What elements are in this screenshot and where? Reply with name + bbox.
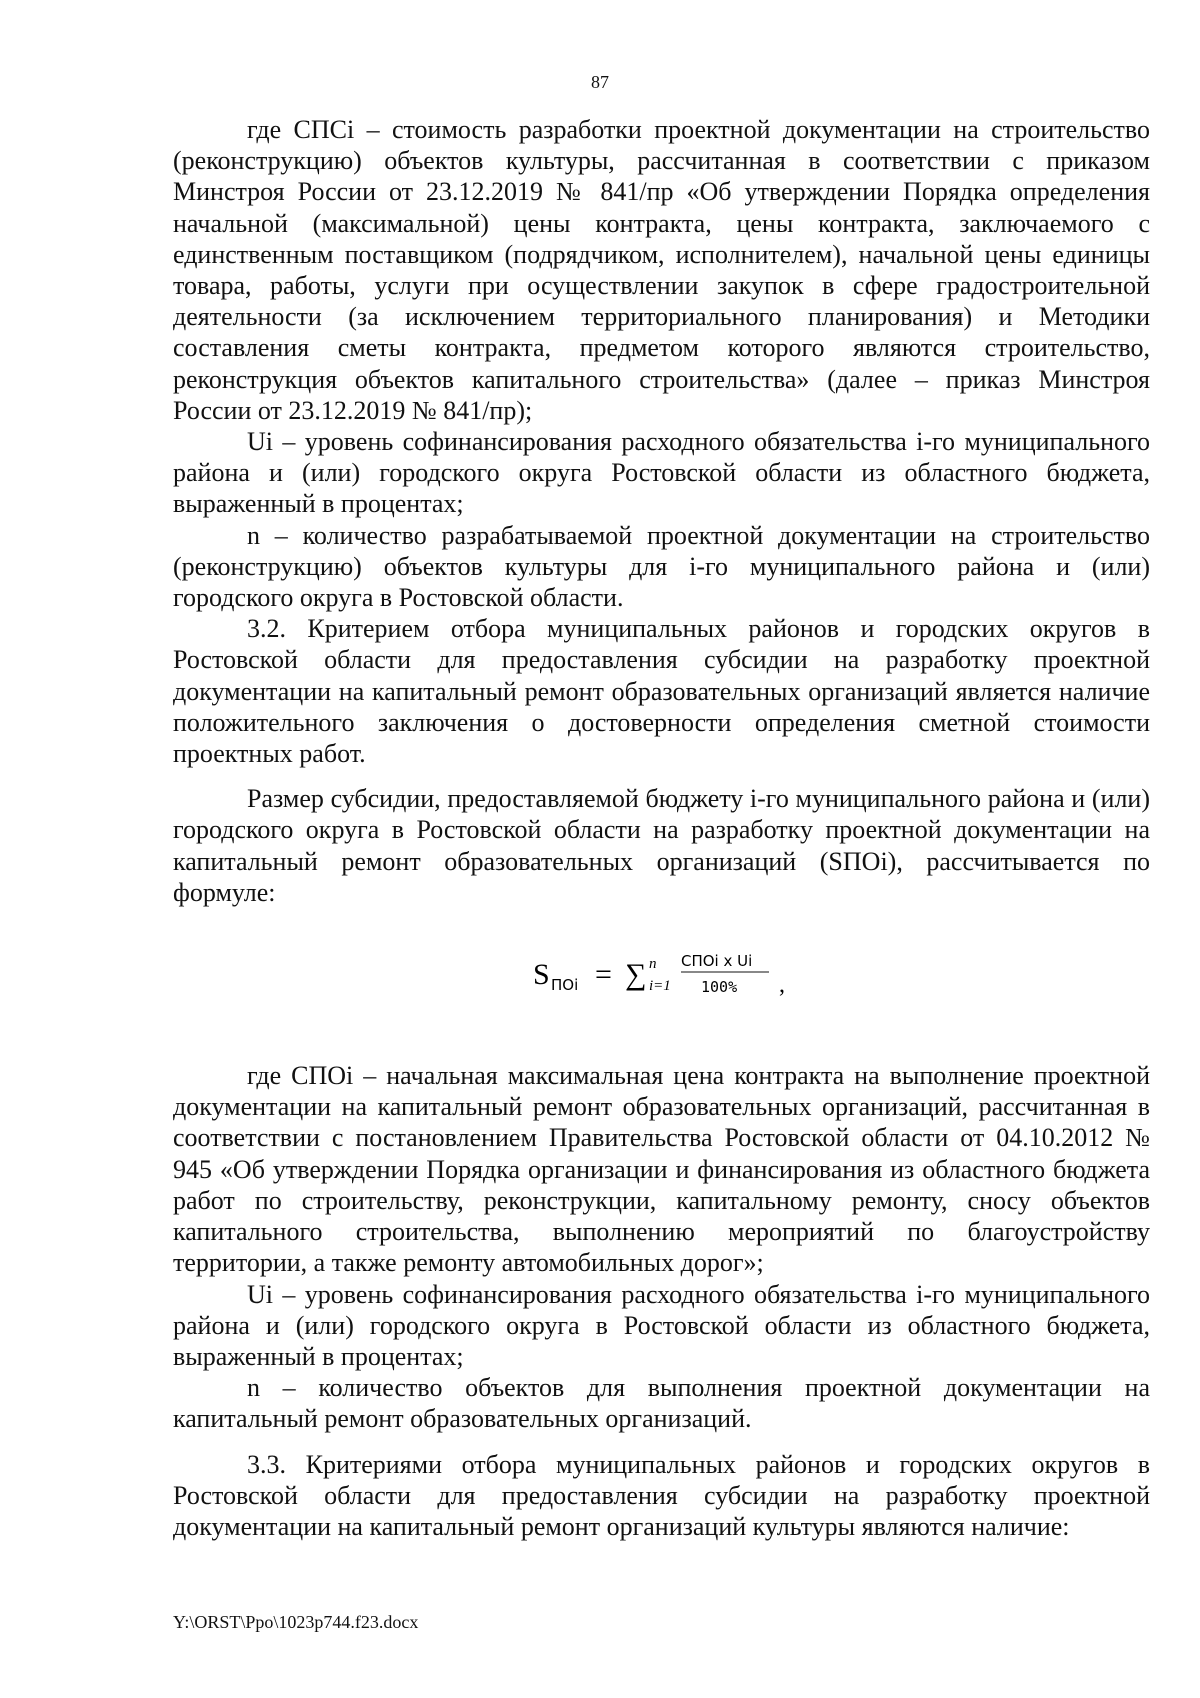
formula-sum-sign: ∑ xyxy=(625,958,647,992)
formula-sum-lower: i=1 xyxy=(649,978,671,995)
paragraph-cpoi-definition: где СПОi – начальная максимальная цена контракта на выполнение проектной документации на капитальный ремонт образовательных организаций, рассчитанная в соответствии с постановлением Правительства Ростовской области от 04.10.2012 № 945 «Об утверждении Порядка организации и финансирования из областного бюджета работ по строительству, реконструкции, капитальному ремонту, сносу объектов капитального строительства, выполнению мероприятий по благоустройству территории, а также ремонту автомобильных дорог»; xyxy=(173,1061,1150,1278)
formula-comma: , xyxy=(779,972,785,999)
paragraph-cpsi-definition: где СПСi – стоимость разработки проектной документации на строительство (реконструкцию) объектов культуры, рассчитанная в соответствии с приказом Минстроя России от 23.12.2019 № 841/пр «Об утверждении Порядка определения начальной (максимальной) цены контракта, цены контракта, заключаемого с единственным поставщиком (подрядчиком, исполнителем), начальной цены единицы товара, работы, услуги при осуществлении закупок в сфере градостроительной деятельности (за исключением территориального планирования) и Методики составления сметы контракта, предметом которого являются строительство, реконструкция объектов капитального строительства» (далее – приказ Минстроя России от 23.12.2019 № 841/пр); xyxy=(173,115,1150,425)
paragraph-ui-definition-2: Ui – уровень софинансирования расходного обязательства i-го муниципального района и (или) городского округа в Ростовской области из областного бюджета, выраженный в процентах; xyxy=(173,1279,1150,1371)
paragraph-n-definition-2: n – количество объектов для выполнения проектной документации на капитальный ремонт образовательных организаций. xyxy=(173,1373,1150,1434)
formula-sum-upper: n xyxy=(649,956,657,973)
formula-denominator: 100% xyxy=(701,978,738,997)
paragraph-3-3: 3.3. Критериями отбора муниципальных районов и городских округов в Ростовской области для предоставления субсидии на разработку проектной документации на капитальный ремонт организаций культуры являются наличие: xyxy=(173,1449,1150,1541)
page-number: 87 xyxy=(591,72,609,92)
formula-equals: = xyxy=(595,958,612,992)
footer-file-path: Y:\ORST\Ppo\1023p744.f23.docx xyxy=(173,1612,419,1632)
formula-lhs-subscript: ПОi xyxy=(551,976,579,995)
paragraph-ui-definition: Ui – уровень софинансирования расходного обязательства i-го муниципального района и (или) городского округа Ростовской области из областного бюджета, выраженный в процентах; xyxy=(173,427,1150,519)
formula-graphic xyxy=(533,944,793,1008)
paragraph-n-definition: n – количество разрабатываемой проектной документации на строительство (реконструкцию) объектов культуры для i-го муниципального района и (или) городского округа в Ростовской области. xyxy=(173,520,1150,613)
formula-lhs: S xyxy=(533,958,550,992)
paragraph-subsidy-size: Размер субсидии, предоставляемой бюджету i-го муниципального района и (или) городского округа в Ростовской области на разработку проектной документации на капитальный ремонт образовательных организаций (SПОi), рассчитывается по формуле: xyxy=(173,784,1150,907)
paragraph-3-2: 3.2. Критерием отбора муниципальных районов и городских округов в Ростовской области для предоставления субсидии на разработку проектной документации на капитальный ремонт образовательных организаций является наличие положительного заключения о достоверности определения сметной стоимости проектных работ. xyxy=(173,614,1150,769)
subsidy-formula xyxy=(173,944,1150,1008)
document-body xyxy=(173,114,1150,1542)
formula-numerator: CПОi x Ui xyxy=(681,952,753,971)
